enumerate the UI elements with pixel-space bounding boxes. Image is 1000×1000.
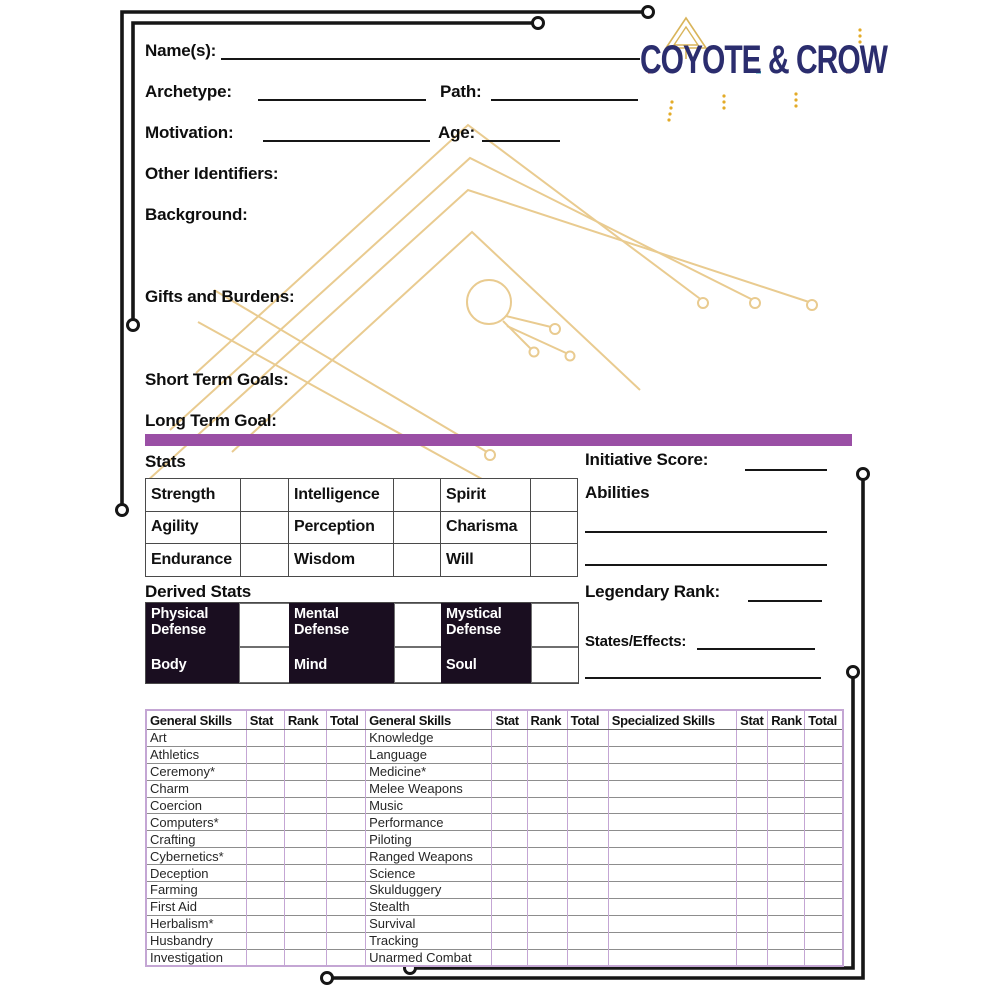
skill-rank-melee-weapons[interactable]: [527, 780, 567, 797]
stat-label-perception: Perception: [289, 512, 394, 545]
skill-name-knowledge: Knowledge: [366, 730, 492, 747]
skill-name-computers: Computers*: [146, 814, 246, 831]
specialized-skill-stat-0[interactable]: [737, 730, 768, 747]
skill-stat-language[interactable]: [492, 746, 527, 763]
skill-name-crafting: Crafting: [146, 831, 246, 848]
skill-rank-athletics[interactable]: [284, 746, 326, 763]
section-divider-bar: [145, 434, 852, 446]
skill-total-survival[interactable]: [567, 915, 608, 932]
skill-name-deception: Deception: [146, 865, 246, 882]
specialized-skill-name-3[interactable]: [608, 780, 736, 797]
skill-stat-investigation[interactable]: [246, 949, 284, 966]
derived-value-soul[interactable]: [531, 647, 578, 683]
specialized-skill-rank-9[interactable]: [768, 882, 805, 899]
specialized-skill-rank-2[interactable]: [768, 763, 805, 780]
skill-stat-ceremony[interactable]: [246, 763, 284, 780]
stat-label-strength: Strength: [146, 479, 241, 512]
skill-stat-music[interactable]: [492, 797, 527, 814]
derived-label-mystical-defense: Mystical Defense: [441, 603, 531, 647]
skill-stat-stealth[interactable]: [492, 898, 527, 915]
skills-row-5: [146, 814, 843, 831]
skill-total-stealth[interactable]: [567, 898, 608, 915]
specialized-skill-total-7[interactable]: [805, 848, 843, 865]
archetype-input-line[interactable]: [258, 99, 426, 101]
skills-row-6: [146, 831, 843, 848]
skill-name-stealth: Stealth: [366, 898, 492, 915]
skill-rank-science[interactable]: [527, 865, 567, 882]
path-input-line[interactable]: [491, 99, 638, 101]
skill-name-melee-weapons: Melee Weapons: [366, 780, 492, 797]
initiative-score-line[interactable]: [745, 469, 827, 471]
stat-value-spirit[interactable]: [531, 479, 578, 512]
specialized-skill-stat-2[interactable]: [737, 763, 768, 780]
specialized-skill-total-4[interactable]: [805, 797, 843, 814]
skill-name-medicine: Medicine*: [366, 763, 492, 780]
gold-node: [750, 298, 760, 308]
specialized-skill-rank-7[interactable]: [768, 848, 805, 865]
skill-total-knowledge[interactable]: [567, 730, 608, 747]
logo-title: COYOTE & CROW: [640, 38, 887, 83]
skill-name-charm: Charm: [146, 780, 246, 797]
skill-name-survival: Survival: [366, 915, 492, 932]
skills-header-9-stat: Stat: [737, 710, 768, 730]
short-term-goals-label: Short Term Goals:: [145, 370, 289, 389]
gold-node: [530, 348, 539, 357]
gold-ray: [506, 316, 551, 327]
other-identifiers-label: Other Identifiers:: [145, 164, 279, 183]
skill-total-computers[interactable]: [326, 814, 365, 831]
skill-total-athletics[interactable]: [326, 746, 365, 763]
specialized-skill-name-5[interactable]: [608, 814, 736, 831]
skills-row-1: [146, 746, 843, 763]
stat-label-wisdom: Wisdom: [289, 544, 394, 577]
derived-value-mental-defense[interactable]: [394, 603, 441, 647]
skill-name-first-aid: First Aid: [146, 898, 246, 915]
stat-label-agility: Agility: [146, 512, 241, 545]
background-label: Background:: [145, 205, 248, 224]
skills-row-3: [146, 780, 843, 797]
skills-row-7: [146, 848, 843, 865]
skill-stat-computers[interactable]: [246, 814, 284, 831]
skill-total-first-aid[interactable]: [326, 898, 365, 915]
specialized-skill-total-13[interactable]: [805, 949, 843, 966]
skill-stat-crafting[interactable]: [246, 831, 284, 848]
skill-name-husbandry: Husbandry: [146, 932, 246, 949]
age-input-line[interactable]: [482, 140, 560, 142]
skill-rank-language[interactable]: [527, 746, 567, 763]
skill-total-skulduggery[interactable]: [567, 882, 608, 899]
specialized-skill-stat-8[interactable]: [737, 865, 768, 882]
skills-row-9: [146, 882, 843, 899]
skill-stat-husbandry[interactable]: [246, 932, 284, 949]
skills-row-11: [146, 915, 843, 932]
circuit-node: [117, 505, 128, 516]
specialized-skill-rank-13[interactable]: [768, 949, 805, 966]
skill-name-investigation: Investigation: [146, 949, 246, 966]
skill-rank-first-aid[interactable]: [284, 898, 326, 915]
derived-label-soul: Soul: [441, 647, 531, 683]
skills-row-2: [146, 763, 843, 780]
specialized-skill-stat-9[interactable]: [737, 882, 768, 899]
skill-total-ranged-weapons[interactable]: [567, 848, 608, 865]
circuit-node: [848, 667, 859, 678]
skills-row-0: [146, 730, 843, 747]
skill-total-coercion[interactable]: [326, 797, 365, 814]
skill-stat-herbalism[interactable]: [246, 915, 284, 932]
skill-total-medicine[interactable]: [567, 763, 608, 780]
skill-stat-tracking[interactable]: [492, 932, 527, 949]
skill-total-piloting[interactable]: [567, 831, 608, 848]
specialized-skill-stat-1[interactable]: [737, 746, 768, 763]
specialized-skill-name-11[interactable]: [608, 915, 736, 932]
derived-stats-heading: Derived Stats: [145, 582, 252, 601]
skill-stat-art[interactable]: [246, 730, 284, 747]
specialized-skill-rank-12[interactable]: [768, 932, 805, 949]
skills-header-row: [146, 710, 843, 730]
specialized-skill-total-12[interactable]: [805, 932, 843, 949]
stat-label-intelligence: Intelligence: [289, 479, 394, 512]
skill-stat-ranged-weapons[interactable]: [492, 848, 527, 865]
archetype-label: Archetype:: [145, 82, 232, 101]
skill-name-herbalism: Herbalism*: [146, 915, 246, 932]
skills-row-13: [146, 949, 843, 966]
skill-total-cybernetics[interactable]: [326, 848, 365, 865]
specialized-skill-stat-4[interactable]: [737, 797, 768, 814]
circuit-node: [322, 973, 333, 984]
skill-rank-herbalism[interactable]: [284, 915, 326, 932]
specialized-skill-name-4[interactable]: [608, 797, 736, 814]
stat-label-spirit: Spirit: [441, 479, 531, 512]
stats-heading: Stats: [145, 452, 186, 471]
derived-label-mental-defense: Mental Defense: [289, 603, 394, 647]
specialized-skill-stat-3[interactable]: [737, 780, 768, 797]
skill-rank-unarmed-combat[interactable]: [527, 949, 567, 966]
skill-stat-science[interactable]: [492, 865, 527, 882]
skills-header-8-specialized-skills: Specialized Skills: [608, 710, 736, 730]
skills-header-11-total: Total: [805, 710, 843, 730]
skill-rank-medicine[interactable]: [527, 763, 567, 780]
skills-header-10-rank: Rank: [768, 710, 805, 730]
initiative-score-label: Initiative Score:: [585, 450, 709, 469]
skill-rank-coercion[interactable]: [284, 797, 326, 814]
stat-value-strength[interactable]: [241, 479, 289, 512]
specialized-skill-name-7[interactable]: [608, 848, 736, 865]
circuit-node: [128, 320, 139, 331]
skill-name-skulduggery: Skulduggery: [366, 882, 492, 899]
skills-row-10: [146, 898, 843, 915]
skill-name-ranged-weapons: Ranged Weapons: [366, 848, 492, 865]
stats-grid: [145, 478, 578, 577]
gold-node: [807, 300, 817, 310]
circuit-node: [858, 469, 869, 480]
skill-name-ceremony: Ceremony*: [146, 763, 246, 780]
gold-circle-motif: [467, 280, 511, 324]
motivation-input-line[interactable]: [263, 140, 430, 142]
gold-node: [566, 352, 575, 361]
skill-total-deception[interactable]: [326, 865, 365, 882]
states-effects-line-2[interactable]: [585, 677, 821, 679]
derived-value-body[interactable]: [239, 647, 289, 683]
derived-value-physical-defense[interactable]: [239, 603, 289, 647]
specialized-skill-rank-3[interactable]: [768, 780, 805, 797]
derived-label-body: Body: [146, 647, 239, 683]
skill-rank-stealth[interactable]: [527, 898, 567, 915]
skill-total-music[interactable]: [567, 797, 608, 814]
specialized-skill-total-8[interactable]: [805, 865, 843, 882]
gold-node: [698, 298, 708, 308]
states-effects-label: States/Effects:: [585, 633, 687, 650]
specialized-skill-total-1[interactable]: [805, 746, 843, 763]
skills-header-2-rank: Rank: [284, 710, 326, 730]
skill-total-husbandry[interactable]: [326, 932, 365, 949]
skill-stat-athletics[interactable]: [246, 746, 284, 763]
skill-total-science[interactable]: [567, 865, 608, 882]
skill-total-investigation[interactable]: [326, 949, 365, 966]
specialized-skill-total-10[interactable]: [805, 898, 843, 915]
skill-total-charm[interactable]: [326, 780, 365, 797]
skills-header-0-general-skills: General Skills: [146, 710, 246, 730]
specialized-skill-rank-5[interactable]: [768, 814, 805, 831]
gold-chevron: [232, 232, 640, 452]
skill-total-ceremony[interactable]: [326, 763, 365, 780]
skill-total-performance[interactable]: [567, 814, 608, 831]
skill-name-tracking: Tracking: [366, 932, 492, 949]
skill-stat-farming[interactable]: [246, 882, 284, 899]
skill-total-crafting[interactable]: [326, 831, 365, 848]
stat-label-charisma: Charisma: [441, 512, 531, 545]
skills-header-3-total: Total: [326, 710, 365, 730]
abilities-line-1[interactable]: [585, 531, 827, 533]
skills-row-8: [146, 865, 843, 882]
specialized-skill-name-13[interactable]: [608, 949, 736, 966]
name-label: Name(s):: [145, 41, 217, 60]
skill-total-unarmed-combat[interactable]: [567, 949, 608, 966]
skill-total-language[interactable]: [567, 746, 608, 763]
skill-name-cybernetics: Cybernetics*: [146, 848, 246, 865]
skill-stat-skulduggery[interactable]: [492, 882, 527, 899]
specialized-skill-stat-11[interactable]: [737, 915, 768, 932]
name-input-line[interactable]: [221, 58, 640, 60]
gold-chevron: [196, 125, 703, 373]
skill-stat-survival[interactable]: [492, 915, 527, 932]
skill-rank-investigation[interactable]: [284, 949, 326, 966]
skill-rank-farming[interactable]: [284, 882, 326, 899]
age-label: Age:: [438, 123, 475, 142]
skill-name-coercion: Coercion: [146, 797, 246, 814]
skill-total-melee-weapons[interactable]: [567, 780, 608, 797]
legendary-rank-line[interactable]: [748, 600, 822, 602]
specialized-skill-rank-6[interactable]: [768, 831, 805, 848]
circuit-node: [533, 18, 544, 29]
skill-rank-art[interactable]: [284, 730, 326, 747]
stat-value-intelligence[interactable]: [394, 479, 441, 512]
skill-rank-deception[interactable]: [284, 865, 326, 882]
skills-header-4-general-skills: General Skills: [366, 710, 492, 730]
derived-label-mind: Mind: [289, 647, 394, 683]
specialized-skill-name-10[interactable]: [608, 898, 736, 915]
specialized-skill-total-5[interactable]: [805, 814, 843, 831]
skill-rank-skulduggery[interactable]: [527, 882, 567, 899]
specialized-skill-total-3[interactable]: [805, 780, 843, 797]
skill-name-athletics: Athletics: [146, 746, 246, 763]
skill-stat-piloting[interactable]: [492, 831, 527, 848]
derived-value-mind[interactable]: [394, 647, 441, 683]
legendary-rank-label: Legendary Rank:: [585, 582, 720, 601]
abilities-heading: Abilities: [585, 483, 650, 502]
skills-row-12: [146, 932, 843, 949]
skill-rank-knowledge[interactable]: [527, 730, 567, 747]
specialized-skill-stat-13[interactable]: [737, 949, 768, 966]
skill-stat-melee-weapons[interactable]: [492, 780, 527, 797]
skill-rank-cybernetics[interactable]: [284, 848, 326, 865]
specialized-skill-total-2[interactable]: [805, 763, 843, 780]
specialized-skill-name-12[interactable]: [608, 932, 736, 949]
specialized-skill-rank-10[interactable]: [768, 898, 805, 915]
specialized-skill-rank-11[interactable]: [768, 915, 805, 932]
stat-value-wisdom[interactable]: [394, 544, 441, 577]
specialized-skill-name-6[interactable]: [608, 831, 736, 848]
stat-value-perception[interactable]: [394, 512, 441, 545]
specialized-skill-name-1[interactable]: [608, 746, 736, 763]
stat-value-endurance[interactable]: [241, 544, 289, 577]
skill-name-language: Language: [366, 746, 492, 763]
logo: [638, 16, 888, 131]
abilities-line-2[interactable]: [585, 564, 827, 566]
skill-stat-knowledge[interactable]: [492, 730, 527, 747]
specialized-skill-rank-8[interactable]: [768, 865, 805, 882]
specialized-skill-name-2[interactable]: [608, 763, 736, 780]
specialized-skill-stat-6[interactable]: [737, 831, 768, 848]
derived-grid: [145, 602, 579, 684]
specialized-skill-stat-12[interactable]: [737, 932, 768, 949]
skill-rank-performance[interactable]: [527, 814, 567, 831]
specialized-skill-name-8[interactable]: [608, 865, 736, 882]
long-term-goal-label: Long Term Goal:: [145, 411, 277, 430]
skill-name-unarmed-combat: Unarmed Combat: [366, 949, 492, 966]
gifts-and-burdens-label: Gifts and Burdens:: [145, 287, 295, 306]
skill-stat-deception[interactable]: [246, 865, 284, 882]
motivation-label: Motivation:: [145, 123, 234, 142]
skill-stat-coercion[interactable]: [246, 797, 284, 814]
skill-name-music: Music: [366, 797, 492, 814]
skill-rank-tracking[interactable]: [527, 932, 567, 949]
skill-rank-ceremony[interactable]: [284, 763, 326, 780]
specialized-skill-rank-0[interactable]: [768, 730, 805, 747]
specialized-skill-stat-7[interactable]: [737, 848, 768, 865]
specialized-skill-total-9[interactable]: [805, 882, 843, 899]
specialized-skill-total-0[interactable]: [805, 730, 843, 747]
skill-rank-music[interactable]: [527, 797, 567, 814]
skill-rank-survival[interactable]: [527, 915, 567, 932]
skill-rank-piloting[interactable]: [527, 831, 567, 848]
skill-rank-charm[interactable]: [284, 780, 326, 797]
skill-stat-charm[interactable]: [246, 780, 284, 797]
skills-header-7-total: Total: [567, 710, 608, 730]
gold-node: [485, 450, 495, 460]
specialized-skill-stat-10[interactable]: [737, 898, 768, 915]
skill-stat-first-aid[interactable]: [246, 898, 284, 915]
skill-name-piloting: Piloting: [366, 831, 492, 848]
stat-label-will: Will: [441, 544, 531, 577]
skill-rank-ranged-weapons[interactable]: [527, 848, 567, 865]
skill-name-farming: Farming: [146, 882, 246, 899]
skill-total-art[interactable]: [326, 730, 365, 747]
skill-total-tracking[interactable]: [567, 932, 608, 949]
stat-value-charisma[interactable]: [531, 512, 578, 545]
skill-name-performance: Performance: [366, 814, 492, 831]
skills-header-6-rank: Rank: [527, 710, 567, 730]
derived-label-physical-defense: Physical Defense: [146, 603, 239, 647]
gold-node: [550, 324, 560, 334]
skills-header-5-stat: Stat: [492, 710, 527, 730]
skill-rank-husbandry[interactable]: [284, 932, 326, 949]
stat-label-endurance: Endurance: [146, 544, 241, 577]
skills-row-4: [146, 797, 843, 814]
skill-name-science: Science: [366, 865, 492, 882]
specialized-skill-stat-5[interactable]: [737, 814, 768, 831]
skill-stat-performance[interactable]: [492, 814, 527, 831]
specialized-skill-name-0[interactable]: [608, 730, 736, 747]
skill-rank-computers[interactable]: [284, 814, 326, 831]
specialized-skill-rank-1[interactable]: [768, 746, 805, 763]
skill-total-herbalism[interactable]: [326, 915, 365, 932]
derived-value-mystical-defense[interactable]: [531, 603, 578, 647]
skill-name-art: Art: [146, 730, 246, 747]
specialized-skill-total-6[interactable]: [805, 831, 843, 848]
specialized-skill-name-9[interactable]: [608, 882, 736, 899]
skill-stat-cybernetics[interactable]: [246, 848, 284, 865]
stat-value-will[interactable]: [531, 544, 578, 577]
specialized-skill-total-11[interactable]: [805, 915, 843, 932]
path-label: Path:: [440, 82, 482, 101]
skill-stat-unarmed-combat[interactable]: [492, 949, 527, 966]
gold-line: [198, 322, 491, 484]
skill-rank-crafting[interactable]: [284, 831, 326, 848]
skills-header-1-stat: Stat: [246, 710, 284, 730]
states-effects-line-1[interactable]: [697, 648, 815, 650]
skills-table: [145, 709, 844, 967]
skill-stat-medicine[interactable]: [492, 763, 527, 780]
specialized-skill-rank-4[interactable]: [768, 797, 805, 814]
skill-total-farming[interactable]: [326, 882, 365, 899]
stat-value-agility[interactable]: [241, 512, 289, 545]
